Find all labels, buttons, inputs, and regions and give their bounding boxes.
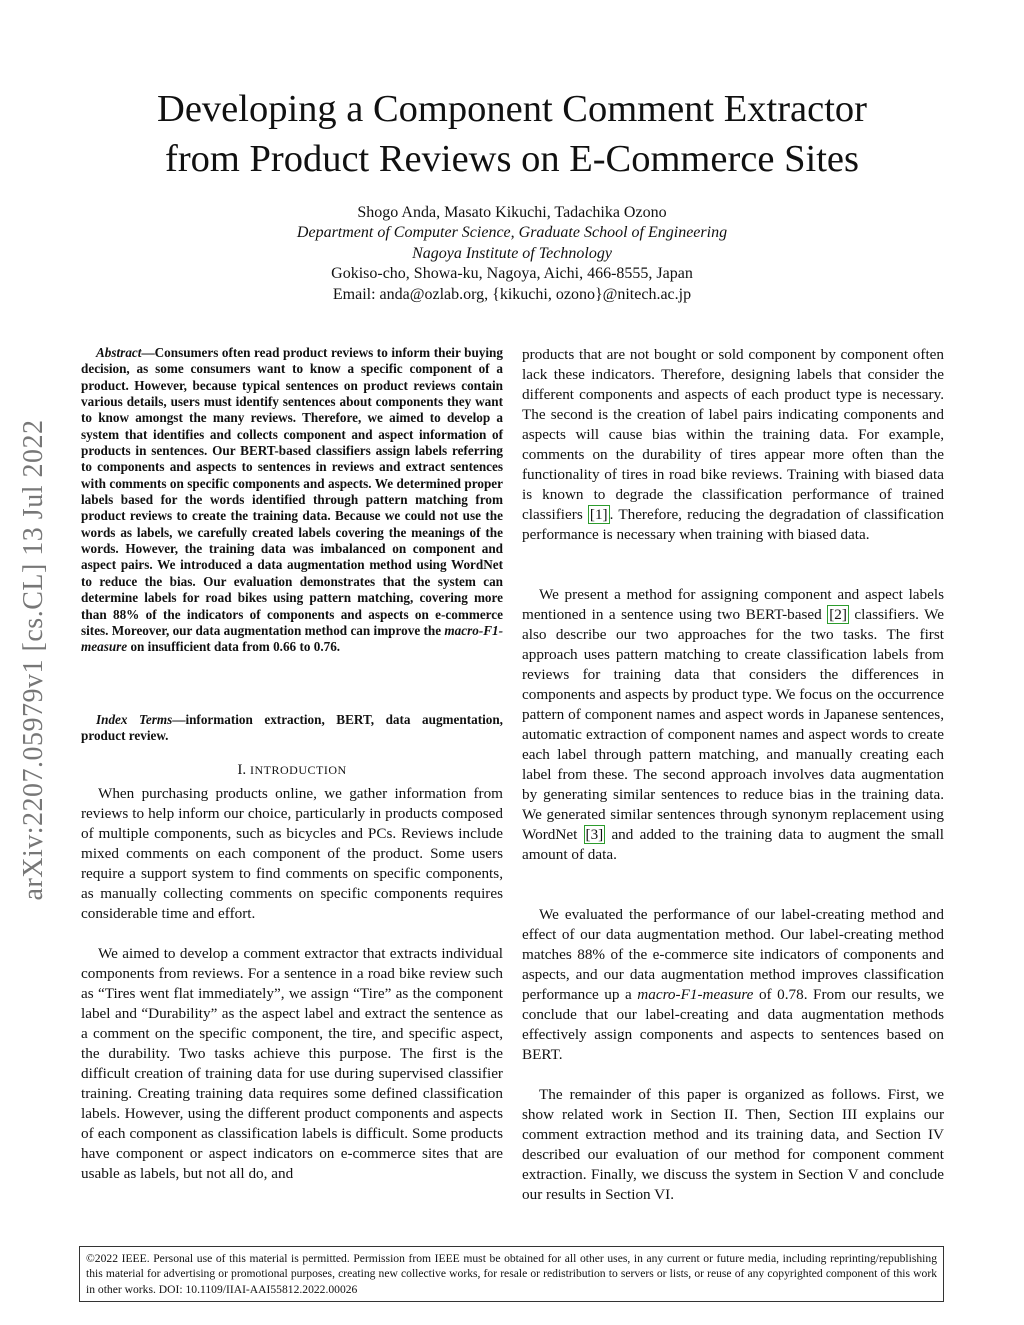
abstract-text-a: —Consumers often read product reviews to inform their buying decision, as some consumers want to know a specific component of a product. However, because typical sentences on product reviews contain various details, users must identify sentences about components they want to know amongst the many reviews. Therefore, we aimed to develop a system that identifies and collects component and aspect information of products in sentences. Our BERT-based classifiers assign labels referring to components and aspects to sentences in reviews and extract sentences with comments on specific components and aspects. We determined proper labels based for the words identified through pattern matching from product reviews to create the training data. Because we could not use the words as labels, we carefully created labels covering the meanings of the words. However, the training data was imbalanced on component and aspect pairs. We introduced a data augmentation method using WordNet to reduce the bias. Our evaluation demonstrates that the system can determine labels for road bikes using pattern matching, covering more than 88% of the indicators of components and aspects on e-commerce sites. Moreover, our data augmentation method can improve the	[81, 345, 503, 638]
affiliation-department: Department of Computer Science, Graduate School of Engineering	[296, 224, 728, 242]
right-p3-text-b: of 0.78. From our results, we conclude that our label-creating and data augmentation methods effectively assign components and aspects to sentences based on BERT.	[522, 986, 944, 1063]
right-p1-text-a: products that are not bought or sold component by component often lack these indicators. Therefore, designing labels that consider the different components and aspects of each product type is necessary. The second is the creation of label pairs indicating components and aspects will cause bias within the training data. For example, comments on the durability of tires appear more often than the functionality of tires in road bike reviews. Training with biased data is known to degrade the classification performance of trained classifiers	[522, 346, 944, 523]
email-line: Email: anda@ozlab.org, {kikuchi, ozono}@nitech.ac.jp	[332, 285, 692, 303]
abstract	[81, 345, 503, 656]
affiliation-institute: Nagoya Institute of Technology	[412, 244, 612, 262]
intro-paragraph-1: When purchasing products online, we gather information from reviews to help inform our choice, particularly in products composed of multiple components, such as bicycles and PCs. Reviews include mixed comments on each component of the product. Some users require a support system to find comments on specific components, as manually collecting comments on specific components requires considerable time and effort.	[81, 785, 503, 922]
citation-link-3[interactable]: [3]	[585, 826, 604, 843]
right-paragraph-4: The remainder of this paper is organized as follows. First, we show related work in Section II. Then, Section III explains our comment extraction method and its training data, and Section IV described our evaluation of our method for component comment extraction. Finally, we discuss the system in Section V and conclude our results in Section VI.	[522, 1086, 944, 1203]
arxiv-watermark: arXiv:2207.05979v1 [cs.CL] 13 Jul 2022	[18, 419, 49, 901]
right-p2-text-c: and added to the training data to augment the small amount of data.	[522, 826, 944, 863]
index-terms-text: —information extraction, BERT, data augmentation, product review.	[81, 712, 503, 744]
title-line-1: Developing a Component Comment Extractor	[157, 88, 867, 130]
author-block	[180, 203, 844, 305]
citation-link-1[interactable]: [1]	[589, 506, 608, 523]
section-number: I.	[237, 761, 250, 778]
abstract-text-b: on insufficient data from 0.66 to 0.76.	[127, 639, 341, 655]
right-paragraph-3	[522, 905, 944, 1065]
index-terms	[81, 712, 503, 745]
right-p3-text-a: We evaluated the performance of our label-creating method and effect of our data augmentation method. Our label-creating method matches 88% of the e-commerce site indicators of components and aspects, and our data augmentation method improves classification performance up a	[522, 906, 944, 1003]
right-p1-text-b: . Therefore, reducing the degradation of classification performance is necessary when training with biased data.	[522, 506, 944, 543]
abstract-macro-f1: macro-F1-measure	[81, 622, 503, 655]
author-names: Shogo Anda, Masato Kikuchi, Tadachika Ozono	[357, 204, 667, 221]
section-heading-introduction	[81, 761, 503, 779]
section-title: INTRODUCTION	[250, 763, 347, 777]
right-p2-text-b: classifiers. We also describe our two approaches for the two tasks. The first approach uses pattern matching to create classification labels from reviews for training data that considers the differences in components and aspects by product type. We focus on the occurrence pattern of component names and aspect words in Japanese sentences, automatic extraction of component names and aspect words to create each label through pattern matching, and manually creating each label from these. The second approach involves data augmentation by generating similar sentences to reduce bias in the training data. We generated similar sentences through synonym replacement using WordNet	[522, 606, 945, 843]
index-terms-label: Index Terms	[96, 712, 173, 727]
intro-paragraph-2: We aimed to develop a comment extractor that extracts individual components from reviews. For a sentence in a road bike review such as “Tires went flat immediately”, we assign “Tire” as the component label and “Durability” as the aspect label and extract the sentence as a comment on the specific component, the tire, and specific aspect, the durability. Two tasks achieve this purpose. The first is the difficult creation of training data for use during supervised classifier training. Creating training data requires some defined classification labels. However, using the different product components and aspects of each component as classification labels is difficult. Some products have component or aspect indicators on e-commerce sites that are usable as labels, but not all do, and	[81, 945, 503, 1182]
right-paragraph-1	[522, 345, 944, 545]
right-p3-macro-f1: macro-F1-measure	[637, 986, 754, 1003]
postal-address: Gokiso-cho, Showa-ku, Nagoya, Aichi, 466-8555, Japan	[331, 265, 693, 283]
paper-title	[60, 84, 964, 184]
right-p2-text-a: We present a method for assigning component and aspect labels mentioned in a sentence using two BERT-based	[522, 586, 944, 623]
title-line-2: from Product Reviews on E-Commerce Sites	[165, 138, 859, 180]
right-paragraph-2	[522, 585, 944, 865]
copyright-footer: ©2022 IEEE. Personal use of this material is permitted. Permission from IEEE must be obtained for all other uses, in any current or future media, including reprinting/republishing this material for advertising or promotional purposes, creating new collective works, for resale or redistribution to servers or lists, or reuse of any copyrighted component of this work in other works. DOI: 10.1109/IIAI-AAI55812.2022.00026	[79, 1246, 944, 1302]
citation-link-2[interactable]: [2]	[829, 606, 847, 623]
abstract-label: Abstract	[96, 345, 142, 360]
